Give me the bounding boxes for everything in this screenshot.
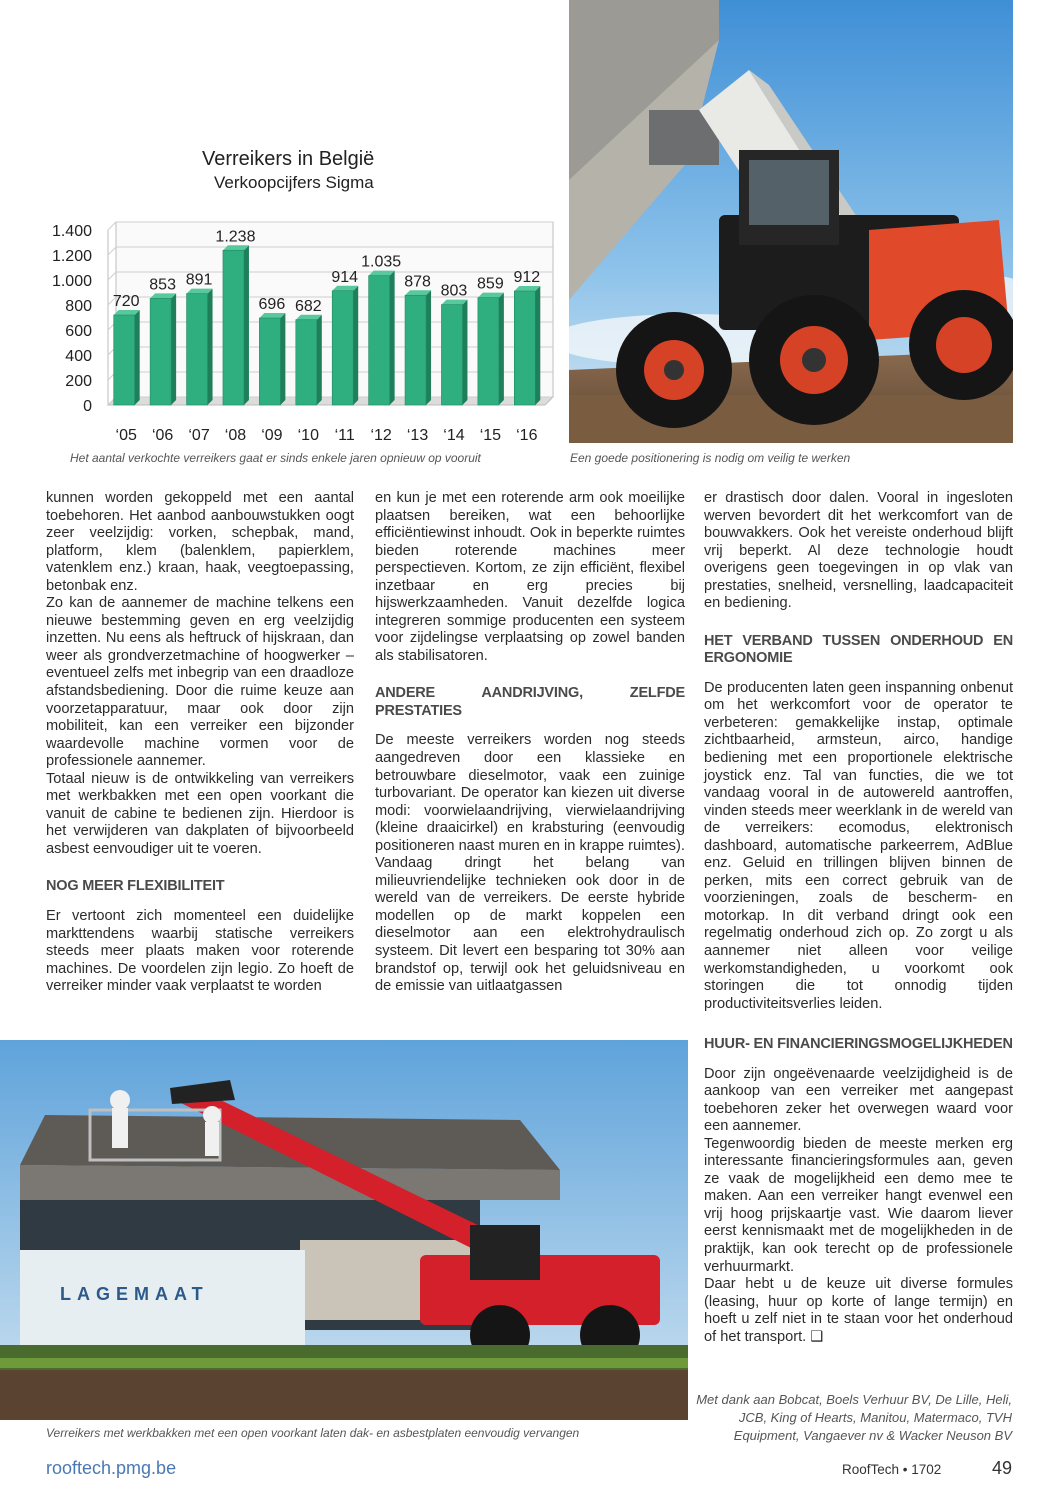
x-tick-label: ‘08 [224, 427, 247, 444]
x-tick-label: ‘15 [479, 427, 502, 444]
x-tick-label: ‘10 [297, 427, 319, 444]
section-heading: ANDERE AANDRIJVING, ZELFDE PRESTATIES [375, 685, 685, 719]
chart-subtitle: Verkoopcijfers Sigma [214, 173, 374, 192]
telehandler-caption: Een goede positionering is nodig om veilig te werken [570, 451, 851, 465]
bar-side [135, 310, 140, 405]
bar-value-label: 720 [112, 293, 140, 310]
bar [296, 320, 317, 405]
telehandler-photo [569, 0, 1013, 443]
credits-note: Met dank aan Bobcat, Boels Verhuur BV, De Lille, Heli, JCB, King of Hearts, Manitou, Matermaco, TVH Equipment, Vangaever nv & Wacker Neuson BV [696, 1392, 1012, 1443]
bar [223, 250, 244, 405]
bar-value-label: 682 [294, 297, 322, 315]
x-tick-label: ‘11 [334, 427, 355, 444]
bar [369, 276, 390, 405]
sales-chart [40, 130, 560, 450]
bar-value-label: 859 [477, 275, 504, 293]
bar [114, 315, 135, 405]
bar-side [171, 293, 176, 405]
x-tick-label: ‘16 [516, 427, 538, 444]
bar [478, 298, 499, 405]
page-number: 49 [992, 1458, 1013, 1478]
paragraph: en kun je met een roterende arm ook moeilijke plaatsen bereiken, wat een behoorlijke efficiëntiewinst inhoudt. Ook in beperkte ruimtes bieden roterende machines meer perspectieven. Kortom, ze zijn efficiënt, flexibel inzetbaar en erg precies bij hijswerkzaamheden. Vanuit dezelfde logica integreren sommige producenten een systeem voor zijdelingse verplaatsing op zowel banden als stabilisatoren. [375, 490, 685, 664]
bar-side [499, 293, 504, 405]
gridline-diagonal [108, 272, 116, 280]
paragraph: Daar hebt u de keuze uit diverse formules (leasing, huur op korte of lange termijn) en hoeft u zelf niet in te staan voor het onderhoud of het transport. ❑ [704, 1276, 1013, 1345]
bar-value-label: 803 [440, 282, 468, 300]
bar-value-label: 914 [331, 268, 359, 286]
bar [514, 291, 535, 405]
bar-value-label: 891 [185, 271, 213, 289]
y-tick-label: 1.000 [51, 273, 92, 290]
bar-value-label: 1.238 [215, 228, 256, 246]
bar-side [426, 290, 431, 405]
paragraph: Tegenwoordig bieden de meeste merken erg interessante financieringsformules aan, geven ze vaak de mogelijkheid een demo mee te maken. Aan een verreiker hangt evenwel een vrij hoog prijskaartje vast. Wie daarom liever eerst kennismaakt met de mogelijkheden in de praktijk, kan ook terecht op de professionele verhuurmarkt. [704, 1135, 1013, 1275]
y-tick-label: 200 [65, 373, 92, 390]
bar [259, 318, 280, 405]
bar-side [390, 271, 395, 405]
bar-side [535, 286, 540, 405]
section-heading: HET VERBAND TUSSEN ONDERHOUD EN ERGONOMIE [704, 632, 1013, 667]
footer-magazine-issue: RoofTech • 1702 [842, 1462, 942, 1477]
bar-value-label: 878 [404, 273, 431, 291]
paragraph: er drastisch door dalen. Vooral in ingesloten werven bevordert dit het werkcomfort van de bouwvakkers. Ook het vereiste onderhoud blijft vrij beperkt. Al deze technologie houdt overigens geen toegevingen in op vlak van prestaties, snelheid, versnelling, laadcapaciteit en bediening. [704, 490, 1013, 612]
y-tick-label: 1.400 [51, 223, 92, 240]
bar [405, 295, 426, 405]
chart-caption: Het aantal verkochte verreikers gaat er sinds enkele jaren opnieuw op vooruit [70, 451, 481, 465]
container-banner-text: LAGEMAAT [60, 1284, 209, 1304]
bar-value-label: 696 [258, 296, 286, 313]
y-tick-label: 800 [65, 298, 92, 315]
x-tick-label: ‘07 [188, 427, 210, 444]
bar [187, 294, 208, 405]
paragraph: Totaal nieuw is de ontwikkeling van verreikers met werkbakken met een open voorkant die vanuit de cabine te bedienen zijn. Hierdoor is het verwijderen van dakplaten of bijvoorbeeld asbest eenvoudiger uit te voeren. [46, 770, 354, 857]
gridline-diagonal [108, 222, 116, 230]
x-tick-label: ‘09 [261, 427, 283, 444]
bar-value-label: 1.035 [361, 253, 402, 271]
section-heading: NOG MEER FLEXIBILITEIT [46, 878, 225, 895]
text-column-1 [46, 490, 354, 996]
text-column-2 [375, 490, 685, 996]
bar-side [208, 289, 213, 405]
y-tick-label: 1.200 [51, 248, 92, 265]
bar-side [244, 245, 249, 405]
paragraph: Er vertoont zich momenteel een duidelijke markttendens waarbij statische verreikers steeds meer plaats maken voor roterende machines. De voordelen zijn legio. Zo hoeft de verreiker minder vaak verplaatst te worden [46, 907, 354, 995]
bar [150, 298, 171, 405]
bar-side [462, 300, 467, 405]
bar-side [317, 315, 322, 405]
bar-side [353, 286, 358, 405]
section-heading: HUUR- EN FINANCIERINGSMOGELIJKHEDEN [704, 1036, 1013, 1052]
chart-title: Verreikers in België [202, 148, 375, 170]
gridline-diagonal [108, 247, 116, 255]
x-tick-label: ‘14 [443, 427, 465, 444]
paragraph: De producenten laten geen inspanning onbenut om het werkcomfort voor de operator te verbeteren: gemakkelijke instap, optimale zichtbaarheid, armsteun, airco, handige bediening met een proportionele elektrische joystick enz. Tal van functies, die we tot vandaag vooral in de autowereld aantroffen, vinden steeds meer weerklank in de wereld van de verreikers: ecomodus, elektronisch dashboard, automatische parkeerrem, AdBlue enz. Geluid en trillingen blijven binnen de perken, mits een correct gebruik van de voorzieningen, zoals de bescherm- en motorkap. In dit verband dringt ook een regelmatig onderhoud zich op. Zo zorgt u als aannemer niet alleen voor veilige werkomstandigheden, u voorkomt ook storingen die tot onnodig tijden productiviteitsverlies leiden. [704, 679, 1013, 1012]
paragraph: De meeste verreikers worden nog steeds aangedreven door een klassieke en betrouwbare dieselmotor, vaak een zuinige turbovariant. De operator kan kiezen uit diverse modi: voorwielaandrijving, vierwielaandrijving (kleine draaicirkel) en krabsturing (eenvoudig positioneren naast muren en in krappe ruimtes). [375, 732, 685, 854]
y-tick-label: 0 [83, 398, 92, 415]
text-column-3 [704, 490, 1013, 1013]
bar-side [280, 313, 285, 405]
bar-value-label: 853 [149, 276, 176, 294]
paragraph: kunnen worden gekoppeld met een aantal toebehoren. Het aanbod aanbouwstukken oogt zeer veelzijdig: vorken, schepbak, mand, platform, klem (balenklem, papierklem, vatenklem enz.) kraan, haak, veegtoepassing, betonbak enz. [46, 490, 354, 594]
roof-work-caption: Verreikers met werkbakken met een open voorkant laten dak- en asbestplaten eenvoudig vervangen [46, 1426, 580, 1440]
y-tick-label: 400 [65, 348, 92, 365]
bar-value-label: 912 [513, 269, 541, 286]
y-tick-label: 600 [65, 323, 92, 340]
x-tick-label: ‘06 [151, 427, 174, 444]
bar [441, 305, 462, 405]
x-tick-label: ‘13 [406, 427, 429, 444]
paragraph: Vandaag dringt het belang van milieuvriendelijke technieken ook door in de wereld van de verreikers. De eerste hybride modellen op de markt koppelen een dieselmotor aan een elektrohydraulisch systeem. Dit levert een besparing tot 30% aan brandstof op, terwijl ook het geluidsniveau en de emissie van uitlaatgassen [375, 855, 685, 995]
x-tick-label: ‘05 [115, 427, 137, 444]
paragraph: Zo kan de aannemer de machine telkens een nieuwe bestemming geven en erg veelzijdig inzetten. Nu eens als heftruck of hijskraan, dan weer als grondverzetmachine of hoogwerker – eventueel zelfs met inbegrip van een draadloze afstandsbediening. Door die ruime keuze aan voorzetapparatuur, maar ook door zijn mobiliteit, kan een verreiker een bijzonder waardevolle machine vormen voor de professionele aannemer. [46, 595, 354, 770]
x-tick-label: ‘12 [370, 427, 392, 444]
paragraph: Door zijn ongeëvenaarde veelzijdigheid is de aankoop van een verreiker met aangepast toebehoren zeker het overwegen waard voor een aannemer. [704, 1065, 1013, 1135]
footer-website-link[interactable]: rooftech.pmg.be [46, 1458, 177, 1478]
roof-work-photo [0, 1040, 688, 1420]
bar [332, 291, 353, 405]
text-column-3-bottom [704, 1036, 1013, 1346]
